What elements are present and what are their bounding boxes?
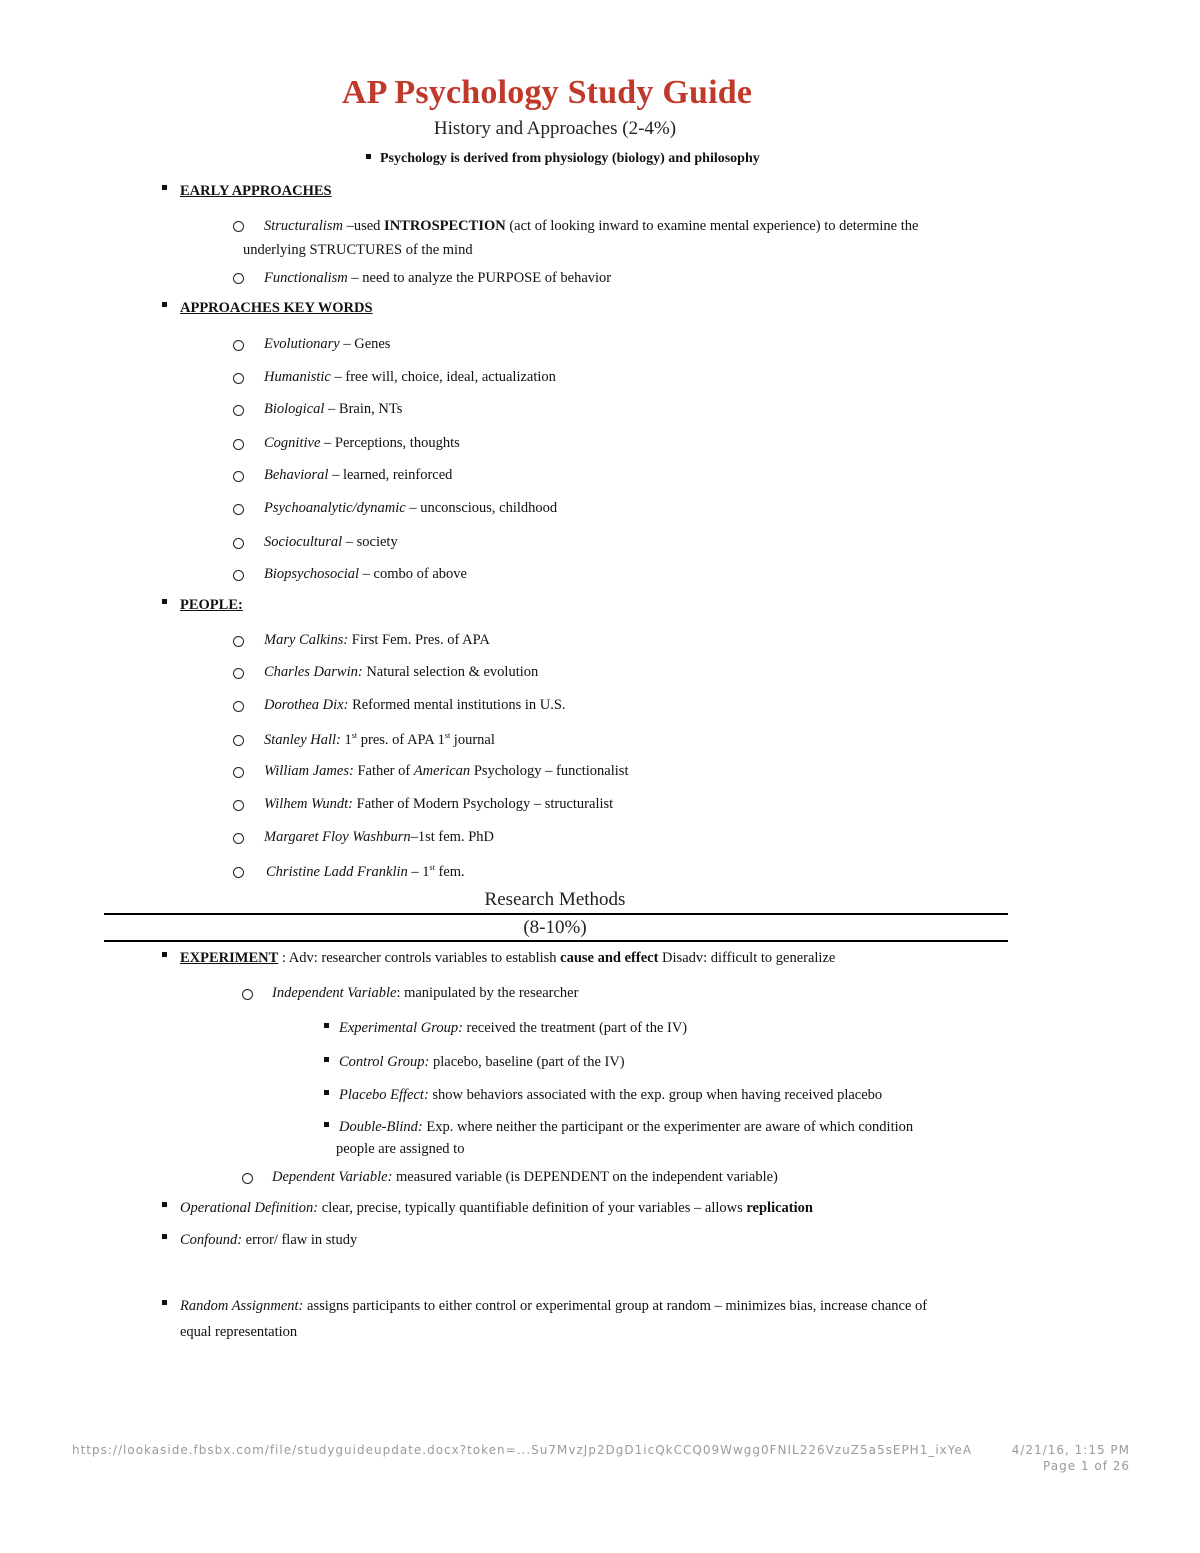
circle-bullet-icon bbox=[242, 989, 253, 1000]
section-research-range: (8-10%) bbox=[523, 917, 587, 938]
square-bullet-icon bbox=[162, 185, 167, 190]
random-assignment-item: Random Assignment: assigns participants to either control or experimental group at random – minimizes bias, increase chance of bbox=[162, 1298, 927, 1315]
confound-item: Confound: error/ flaw in study bbox=[162, 1232, 357, 1249]
person-item: Wilhem Wundt: Father of Modern Psychology – structuralist bbox=[264, 796, 614, 812]
footer-datetime: 4/21/16, 1:15 PM bbox=[1011, 1443, 1130, 1457]
square-bullet-icon bbox=[162, 952, 167, 957]
person-item: William James: Father of American Psychology – functionalist bbox=[264, 763, 629, 779]
divider-line bbox=[104, 940, 1008, 942]
circle-bullet-icon bbox=[233, 767, 244, 778]
people-heading: PEOPLE: bbox=[162, 597, 243, 614]
dependent-variable-item: Dependent Variable: measured variable (is DEPENDENT on the independent variable) bbox=[272, 1169, 778, 1185]
person-item: Margaret Floy Washburn–1st fem. PhD bbox=[264, 829, 494, 845]
divider-line bbox=[104, 913, 1008, 915]
section-history-heading: History and Approaches (2-4%) bbox=[433, 118, 677, 139]
person-item: Mary Calkins: First Fem. Pres. of APA bbox=[264, 632, 490, 648]
circle-bullet-icon bbox=[233, 405, 244, 416]
keyword-item: Biopsychosocial – combo of above bbox=[264, 566, 467, 582]
random-assignment-cont: equal representation bbox=[180, 1324, 298, 1340]
square-bullet-icon bbox=[366, 154, 371, 159]
footer-url: https://lookaside.fbsbx.com/file/studyguideupdate.docx?token=...Su7MvzJp2DgD1icQkCCQ09Wwgg0FNIL226VzuZ5a5sEPH1_ixYeA bbox=[72, 1443, 973, 1457]
circle-bullet-icon bbox=[233, 867, 244, 878]
circle-bullet-icon bbox=[233, 273, 244, 284]
iv-subitem: Placebo Effect: show behaviors associated with the exp. group when having received placebo bbox=[324, 1087, 882, 1104]
square-bullet-icon bbox=[324, 1122, 329, 1127]
iv-subitem: Control Group: placebo, baseline (part of the IV) bbox=[324, 1054, 625, 1071]
circle-bullet-icon bbox=[233, 538, 244, 549]
iv-subitem: Experimental Group: received the treatment (part of the IV) bbox=[324, 1020, 687, 1037]
circle-bullet-icon bbox=[233, 668, 244, 679]
keyword-item: Behavioral – learned, reinforced bbox=[264, 467, 453, 483]
circle-bullet-icon bbox=[233, 570, 244, 581]
keyword-item: Sociocultural – society bbox=[264, 534, 398, 550]
keyword-item: Psychoanalytic/dynamic – unconscious, childhood bbox=[264, 500, 558, 516]
circle-bullet-icon bbox=[233, 221, 244, 232]
circle-bullet-icon bbox=[233, 735, 244, 746]
circle-bullet-icon bbox=[233, 471, 244, 482]
early-approaches-heading: EARLY APPROACHES bbox=[162, 183, 332, 200]
independent-variable-item: Independent Variable: manipulated by the researcher bbox=[272, 985, 579, 1001]
circle-bullet-icon bbox=[233, 439, 244, 450]
circle-bullet-icon bbox=[233, 636, 244, 647]
operational-definition-item: Operational Definition: clear, precise, typically quantifiable definition of your variables – allows replication bbox=[162, 1200, 813, 1217]
footer-page: Page 1 of 26 bbox=[1043, 1459, 1130, 1473]
keyword-item: Biological – Brain, NTs bbox=[264, 401, 403, 417]
person-item: Stanley Hall: 1st pres. of APA 1st journal bbox=[264, 731, 495, 748]
square-bullet-icon bbox=[162, 1234, 167, 1239]
document-title: AP Psychology Study Guide bbox=[341, 74, 753, 111]
iv-subitem-cont: people are assigned to bbox=[336, 1141, 465, 1157]
circle-bullet-icon bbox=[233, 701, 244, 712]
circle-bullet-icon bbox=[242, 1173, 253, 1184]
person-item: Christine Ladd Franklin – 1st fem. bbox=[266, 863, 465, 880]
intro-text: Psychology is derived from physiology (biology) and philosophy bbox=[380, 151, 760, 166]
square-bullet-icon bbox=[162, 1300, 167, 1305]
circle-bullet-icon bbox=[233, 504, 244, 515]
square-bullet-icon bbox=[162, 1202, 167, 1207]
keyword-item: Cognitive – Perceptions, thoughts bbox=[264, 435, 460, 451]
section-research-heading: Research Methods bbox=[484, 889, 626, 910]
person-item: Charles Darwin: Natural selection & evolution bbox=[264, 664, 539, 680]
square-bullet-icon bbox=[162, 599, 167, 604]
circle-bullet-icon bbox=[233, 373, 244, 384]
circle-bullet-icon bbox=[233, 800, 244, 811]
iv-subitem: Double-Blind: Exp. where neither the participant or the experimenter are aware of which condition bbox=[324, 1119, 913, 1136]
keyword-item: Humanistic – free will, choice, ideal, actualization bbox=[264, 369, 556, 385]
circle-bullet-icon bbox=[233, 340, 244, 351]
approaches-keywords-heading: APPROACHES KEY WORDS bbox=[162, 300, 373, 317]
keyword-item: Evolutionary – Genes bbox=[264, 336, 391, 352]
square-bullet-icon bbox=[324, 1090, 329, 1095]
square-bullet-icon bbox=[324, 1023, 329, 1028]
intro-bullet bbox=[366, 151, 760, 167]
circle-bullet-icon bbox=[233, 833, 244, 844]
early-item-structuralism: Structuralism –used INTROSPECTION (act of looking inward to examine mental experience) to determine the bbox=[264, 218, 919, 234]
square-bullet-icon bbox=[162, 302, 167, 307]
person-item: Dorothea Dix: Reformed mental institutions in U.S. bbox=[264, 697, 566, 713]
early-item-structuralism-cont: underlying STRUCTURES of the mind bbox=[243, 242, 473, 258]
square-bullet-icon bbox=[324, 1057, 329, 1062]
early-item-functionalism: Functionalism – need to analyze the PURPOSE of behavior bbox=[264, 270, 612, 286]
experiment-item: EXPERIMENT : Adv: researcher controls variables to establish cause and effect Disadv: difficult to generalize bbox=[162, 950, 835, 967]
